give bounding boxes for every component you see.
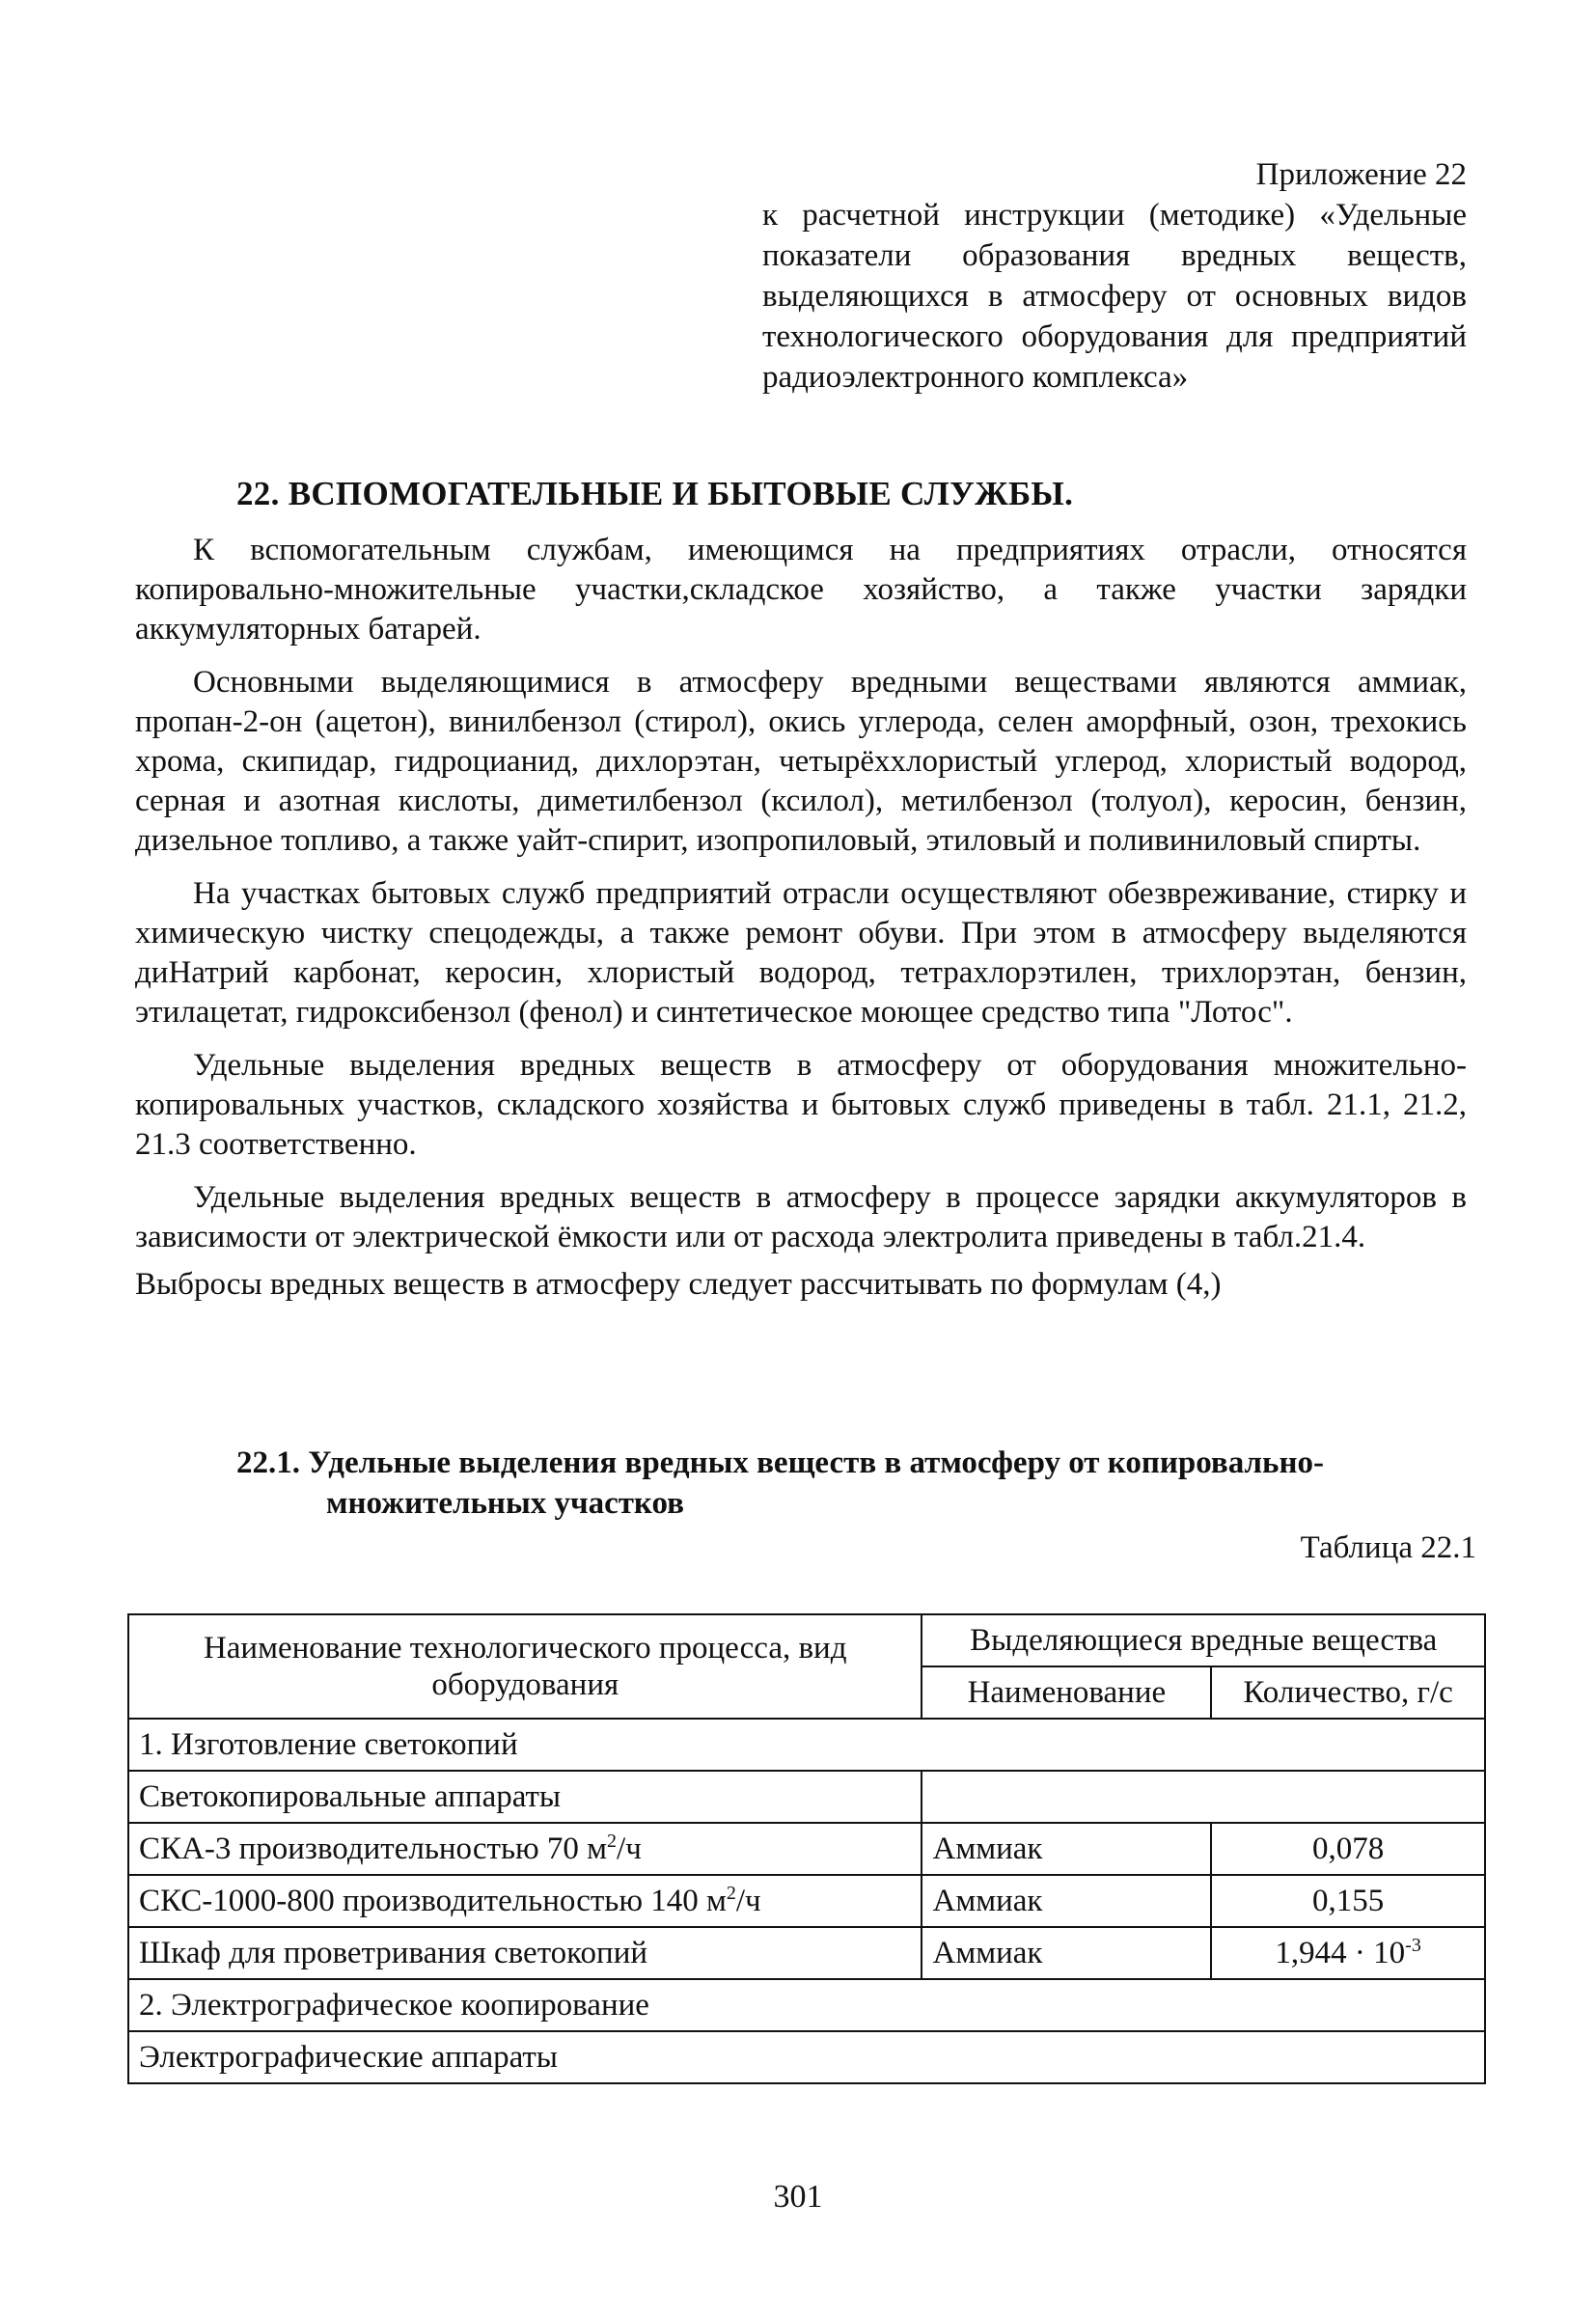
group-2: 2. Электрографическое коопирование [128,1979,1485,2031]
process-text: СКС-1000-800 производительностью 140 м [139,1884,727,1918]
table-row [128,1823,1485,1875]
qty-text: 1,944 · 10 [1275,1936,1406,1970]
superscript: 2 [607,1831,618,1852]
table-row [128,2031,1485,2083]
process-text: СКА-3 производительностью 70 м [139,1831,608,1866]
paragraph-4: Удельные выделения вредных веществ в атмосферу от оборудования множительно-копировальных участков, складского хозяйства и бытовых служб приведены в табл. 21.1, 21.2, 21.3 соответственно. [135,1048,1467,1162]
row-process: Шкаф для проветривания светокопий [128,1927,922,1979]
subgroup-1: Светокопировальные аппараты [128,1771,922,1823]
table-row [128,1927,1485,1979]
superscript: 2 [726,1883,736,1904]
row-qty [1211,1927,1485,1979]
subgroup-2: Электрографические аппараты [128,2031,1485,2083]
table-row [128,1875,1485,1927]
paragraph-3: На участках бытовых служб предприятий отрасли осуществляют обезвреживание, стирку и химическую чистку спецодежды, а также ремонт обуви. При этом в атмосферу выделяются диНатрий карбонат, керосин, хлористый водород, тетрахлорэтилен, трихлорэтан, бензин, этилацетат, гидроксибензол (фенол) и синтетическое моющее средство типа "Лотос". [135,876,1467,1030]
process-unit: /ч [735,1884,761,1918]
header-group: Выделяющиеся вредные вещества [922,1614,1485,1666]
section-title: 22. ВСПОМОГАТЕЛЬНЫЕ И БЫТОВЫЕ СЛУЖБЫ. [236,475,1074,512]
row-qty: 0,078 [1211,1823,1485,1875]
subsection-title [236,1443,1476,1524]
table-row [128,1719,1485,1771]
page-number: 301 [773,2179,823,2215]
group-1: 1. Изготовление светокопий [128,1719,1485,1771]
process-unit: /ч [617,1831,642,1866]
appendix-note [762,154,1467,398]
formula-note: Выбросы вредных веществ в атмосферу следует рассчитывать по формулам (4,) [135,1267,1222,1302]
subsection-line1: Удельные выделения вредных веществ в атмосферу от копировально- [308,1446,1324,1480]
table-row [128,1979,1485,2031]
table-header-row [128,1614,1485,1666]
row-substance: Аммиак [922,1927,1211,1979]
empty-cell [922,1771,1485,1823]
paragraph-1: К вспомогательным службам, имеющимся на предприятиях отрасли, относятся копировально-множительные участки,складское хозяйство, а также участки зарядки аккумуляторных батарей. [135,533,1467,647]
paragraph-2: Основными выделяющимися в атмосферу вредными веществами являются аммиак, пропан-2-он (ацетон), винилбензол (стирол), окись углерода, селен аморфный, озон, трехокись хрома, скипидар, гидроцианид, дихлорэтан, четырёххлористый углерод, хлористый водород, серная и азотная кислоты, диметилбензол (ксилол), метилбензол (толуол), керосин, бензин, дизельное топливо, а также уайт-спирит, изопропиловый, этиловый и поливиниловый спирты. [135,665,1467,858]
subsection-line2: множительных участков [326,1486,685,1521]
table-row [128,1771,1485,1823]
row-process [128,1823,922,1875]
emissions-table [127,1613,1486,2084]
table-caption: Таблица 22.1 [1300,1530,1476,1565]
superscript: -3 [1405,1935,1421,1956]
header-name: Наименование [922,1666,1211,1719]
appendix-title: Приложение 22 [1255,157,1467,192]
row-process [128,1875,922,1927]
header-process: Наименование технологического процесса, вид оборудования [128,1614,922,1719]
body-text [135,531,1467,1318]
paragraph-5: Удельные выделения вредных веществ в атмосферу в процессе зарядки аккумуляторов в зависимости от электрической ёмкости или от расхода электролита приведены в табл.21.4. [135,1180,1467,1254]
row-substance: Аммиак [922,1875,1211,1927]
row-substance: Аммиак [922,1823,1211,1875]
subsection-number: 22.1. [236,1446,300,1480]
header-qty: Количество, г/с [1211,1666,1485,1719]
row-qty: 0,155 [1211,1875,1485,1927]
appendix-text: к расчетной инструкции (методике) «Удельные показатели образования вредных веществ, выделяющихся в атмосферу от основных видов технологического оборудования для предприятий радиоэлектронного комплекса» [762,198,1467,395]
